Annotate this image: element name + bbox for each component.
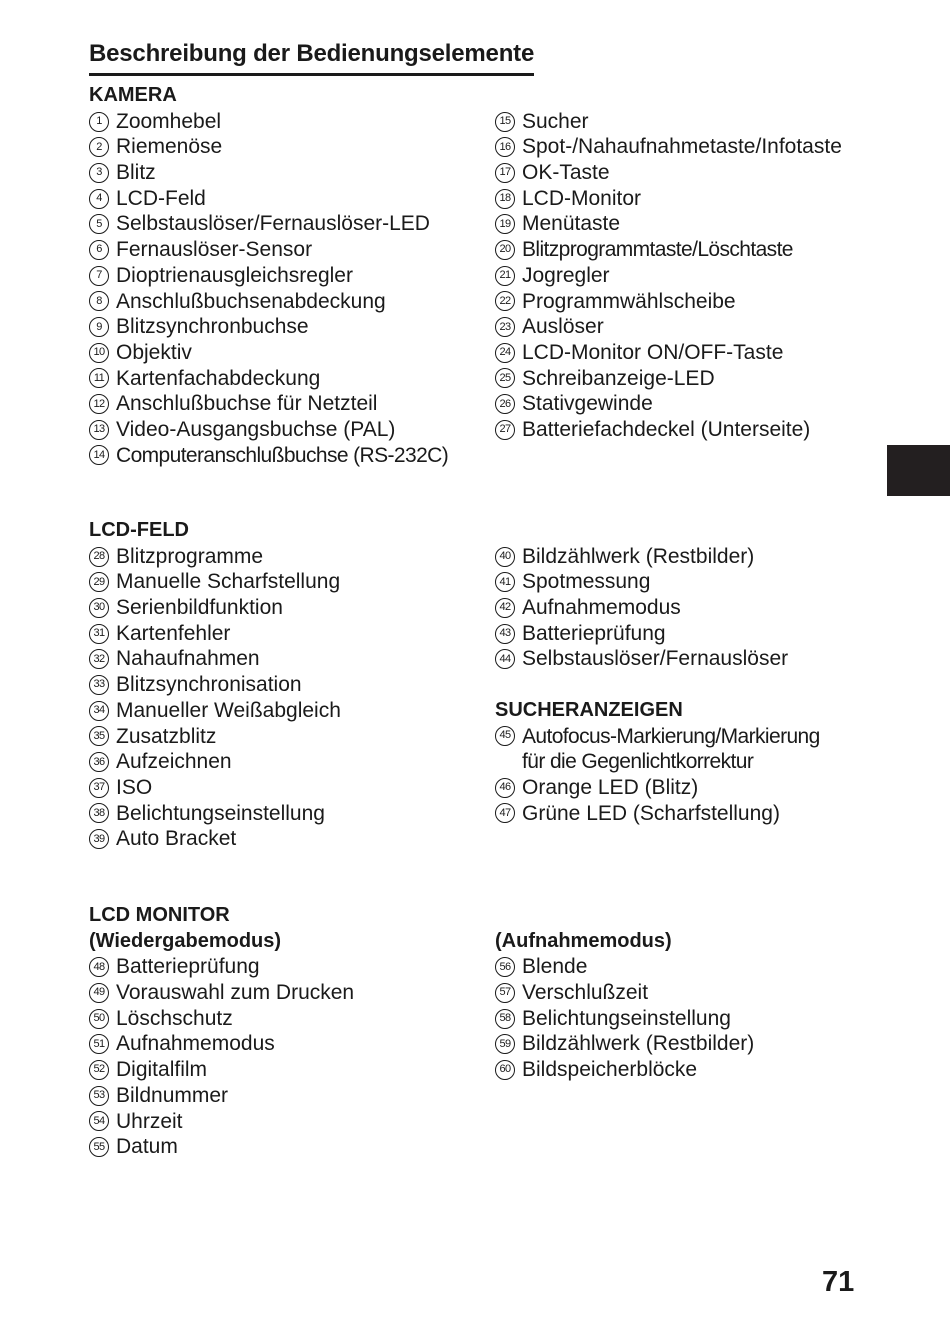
circled-number: 42 [495,598,515,618]
item-label: Dioptrienausgleichsregler [116,263,353,287]
circled-number: 38 [89,803,109,823]
item-label: Spotmessung [522,570,651,594]
circled-number: 51 [89,1034,109,1054]
circled-number: 32 [89,649,109,669]
list-item [89,263,448,289]
item-label: Video-Ausgangsbuchse (PAL) [116,417,396,441]
item-label: Sucher [522,109,589,133]
item-label: Manueller Weißabgleich [116,698,341,722]
item-label: Blitzprogramme [116,544,264,568]
kamera-heading: KAMERA [89,84,177,106]
item-label: Bildspeicherblöcke [522,1058,698,1082]
list-item [89,160,448,186]
sucheranzeigen-heading: SUCHERANZEIGEN [495,698,683,721]
circled-number: 35 [89,726,109,746]
list-item [89,314,448,340]
item-label: LCD-Monitor ON/OFF-Taste [522,340,784,364]
item-label: LCD-Monitor [522,186,642,210]
item-label: Riemenöse [116,135,223,159]
circled-number: 17 [495,163,515,183]
list-item [495,1006,754,1032]
item-label: Anschlußbuchsenabdeckung [116,289,386,313]
circled-number: 30 [89,598,109,618]
page-title: Beschreibung der Bedienungselemente [89,40,534,76]
list-item [495,646,845,672]
list-item [89,621,341,647]
list-item [495,160,842,186]
item-label: Bildzählwerk (Restbilder) [522,544,755,568]
list-item [89,569,341,595]
wiedergabemodus-list [89,954,354,1160]
list-item [89,544,341,570]
lcd-monitor-right-column [495,929,754,1083]
list-item [495,980,754,1006]
list-item [89,646,341,672]
circled-number: 57 [495,983,515,1003]
circled-number: 47 [495,803,515,823]
circled-number: 25 [495,368,515,388]
circled-number: 16 [495,137,515,157]
list-item [495,314,842,340]
list-item [89,954,354,980]
circled-number: 59 [495,1034,515,1054]
lcd-feld-right-column [495,544,845,827]
lcd-feld-right-list [495,544,845,672]
list-item [89,672,341,698]
circled-number: 36 [89,752,109,772]
item-label: Belichtungseinstellung [116,801,325,825]
circled-number: 6 [89,240,109,260]
item-label: Kartenfehler [116,621,231,645]
item-label: Vorauswahl zum Drucken [116,981,355,1005]
item-label: Auslöser [522,315,604,339]
list-item [89,595,341,621]
list-item [89,340,448,366]
circled-number: 14 [89,445,109,465]
item-label: Aufnahmemodus [116,1032,275,1056]
lcd-monitor-heading: LCD MONITOR [89,904,230,926]
item-label: Digitalfilm [116,1058,208,1082]
lcd-feld-left-list [89,544,341,852]
circled-number: 49 [89,983,109,1003]
list-item [495,544,845,570]
item-label: Computeranschlußbuchse (RS-232C) [116,443,449,467]
circled-number: 13 [89,420,109,440]
list-item [89,980,354,1006]
page-number: 71 [822,1266,855,1298]
circled-number: 18 [495,189,515,209]
circled-number: 58 [495,1009,515,1029]
circled-number: 12 [89,394,109,414]
circled-number: 9 [89,317,109,337]
circled-number: 56 [495,957,515,977]
item-label: Schreibanzeige-LED [522,366,715,390]
item-label: Kartenfachabdeckung [116,366,321,390]
item-label: Verschlußzeit [522,981,649,1005]
item-label: Jogregler [522,263,610,287]
list-item [495,775,845,801]
lcd-feld-heading: LCD-FELD [89,519,189,541]
list-item [89,1109,354,1135]
list-item [495,340,842,366]
circled-number: 31 [89,624,109,644]
item-label: Stativgewinde [522,392,653,416]
item-label: Objektiv [116,340,192,364]
lcd-feld-left-column [89,518,341,852]
circled-number: 48 [89,957,109,977]
item-label: Nahaufnahmen [116,647,260,671]
list-item [495,289,842,315]
list-item [89,749,341,775]
item-label: Selbstauslöser/Fernauslöser-LED [116,212,430,236]
circled-number: 50 [89,1009,109,1029]
circled-number: 10 [89,343,109,363]
circled-number: 3 [89,163,109,183]
list-item [89,186,448,212]
item-label: Bildnummer [116,1083,229,1107]
circled-number: 37 [89,778,109,798]
item-label: Zoomhebel [116,109,222,133]
kamera-right-column [495,109,842,443]
list-item [495,186,842,212]
item-label: Batteriefachdeckel (Unterseite) [522,417,811,441]
list-item [89,443,448,469]
list-item [495,724,845,775]
list-item [89,211,448,237]
item-label: Zusatzblitz [116,724,217,748]
list-item [495,569,845,595]
list-item [495,109,842,135]
aufnahmemodus-list [495,954,754,1082]
list-item [495,263,842,289]
list-item [495,134,842,160]
list-item [89,366,448,392]
circled-number: 27 [495,420,515,440]
item-label: Menütaste [522,212,621,236]
list-item [495,417,842,443]
list-item [495,1057,754,1083]
list-item [89,391,448,417]
list-item [89,724,341,750]
circled-number: 33 [89,675,109,695]
item-label: Programmwählscheibe [522,289,736,313]
list-item [89,1031,354,1057]
section-thumb-tab [887,445,950,496]
circled-number: 41 [495,572,515,592]
circled-number: 28 [89,547,109,567]
item-label: Datum [116,1135,178,1159]
aufnahmemodus-heading: (Aufnahmemodus) [495,929,672,952]
kamera-right-list [495,109,842,443]
list-item [89,109,448,135]
circled-number: 8 [89,291,109,311]
item-label: OK-Taste [522,161,610,185]
circled-number: 4 [89,189,109,209]
item-label: Aufnahmemodus [522,596,681,620]
item-label: Blitzsynchronisation [116,673,302,697]
item-label: Belichtungseinstellung [522,1006,731,1030]
list-item [89,775,341,801]
circled-number: 34 [89,701,109,721]
item-label: ISO [116,775,153,799]
item-label: Blitzprogrammtaste/Löschtaste [522,238,793,262]
circled-number: 44 [495,649,515,669]
list-item [89,1134,354,1160]
list-item [89,1057,354,1083]
circled-number: 20 [495,240,515,260]
list-item [495,621,845,647]
item-label: Batterieprüfung [116,955,260,979]
circled-number: 53 [89,1086,109,1106]
item-label: Auto Bracket [116,827,237,851]
circled-number: 46 [495,778,515,798]
circled-number: 2 [89,137,109,157]
circled-number: 15 [495,112,515,132]
circled-number: 39 [89,829,109,849]
item-label: Bildzählwerk (Restbilder) [522,1032,755,1056]
circled-number: 60 [495,1060,515,1080]
circled-number: 11 [89,368,109,388]
item-label: Batterieprüfung [522,621,666,645]
list-item [495,237,842,263]
circled-number: 40 [495,547,515,567]
item-label: Spot-/Nahaufnahmetaste/Infotaste [522,135,842,159]
circled-number: 52 [89,1060,109,1080]
list-item [495,366,842,392]
item-label: Serienbildfunktion [116,596,283,620]
circled-number: 26 [495,394,515,414]
kamera-left-list [89,109,448,469]
list-item [495,391,842,417]
circled-number: 22 [495,291,515,311]
list-item [89,1083,354,1109]
circled-number: 23 [495,317,515,337]
item-label: LCD-Feld [116,186,206,210]
item-label: Blende [522,955,588,979]
list-item [89,417,448,443]
list-item [495,1031,754,1057]
list-item [89,289,448,315]
circled-number: 7 [89,266,109,286]
circled-number: 29 [89,572,109,592]
circled-number: 1 [89,112,109,132]
circled-number: 21 [495,266,515,286]
item-label: Fernauslöser-Sensor [116,238,313,262]
item-label: Löschschutz [116,1006,233,1030]
list-item [89,826,341,852]
lcd-monitor-left-column [89,903,354,1160]
item-label: Uhrzeit [116,1109,183,1133]
circled-number: 19 [495,214,515,234]
item-label: Aufzeichnen [116,750,232,774]
list-item [89,698,341,724]
item-label: Autofocus-Markierung/Markierung für die Gegenlichtkorrektur [522,724,820,774]
circled-number: 45 [495,726,515,746]
list-item [495,211,842,237]
list-item [495,954,754,980]
kamera-left-column [89,83,448,468]
list-item [89,134,448,160]
list-item [495,801,845,827]
list-item [89,1006,354,1032]
list-item [89,237,448,263]
circled-number: 5 [89,214,109,234]
item-label: Grüne LED (Scharfstellung) [522,801,780,825]
sucheranzeigen-list [495,724,845,827]
item-label: Manuelle Scharfstellung [116,570,341,594]
circled-number: 55 [89,1137,109,1157]
item-label: Selbstauslöser/Fernauslöser [522,647,789,671]
item-label: Blitz [116,161,156,185]
circled-number: 24 [495,343,515,363]
circled-number: 54 [89,1111,109,1131]
item-label: Blitzsynchronbuchse [116,315,309,339]
item-label: Anschlußbuchse für Netzteil [116,392,378,416]
list-item [495,595,845,621]
item-label: Orange LED (Blitz) [522,775,699,799]
circled-number: 43 [495,624,515,644]
wiedergabemodus-heading: (Wiedergabemodus) [89,929,282,952]
list-item [89,801,341,827]
